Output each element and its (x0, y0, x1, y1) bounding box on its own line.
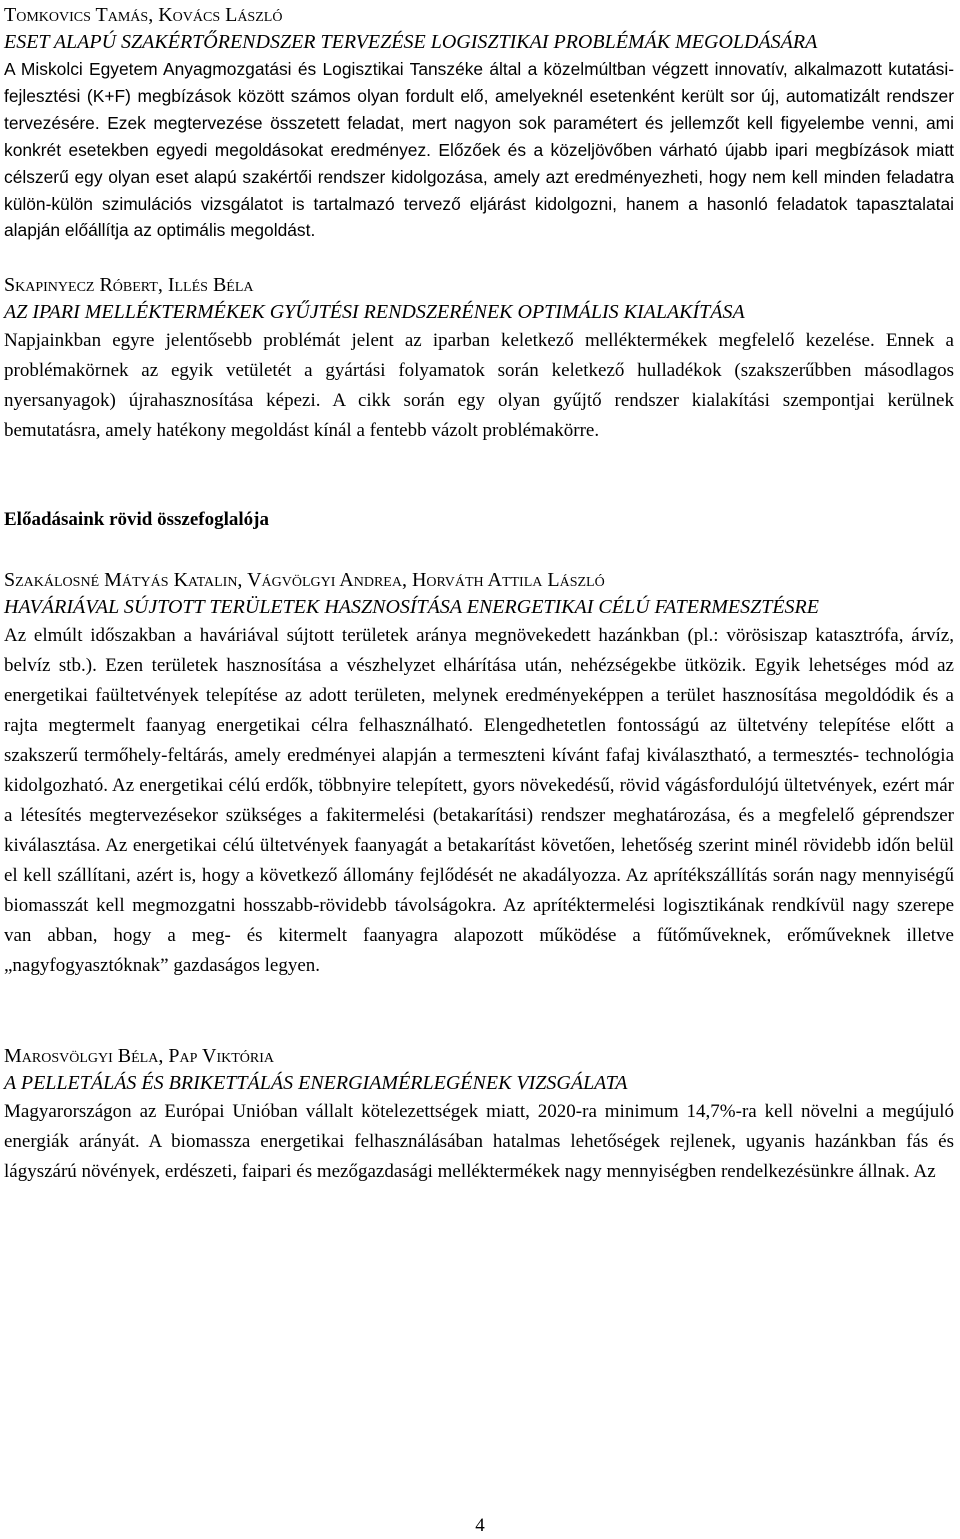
section-heading: Előadásaink rövid összefoglalója (4, 509, 269, 531)
abstract-authors: Tomkovics Tamás, Kovács László (4, 4, 283, 26)
abstract-section-skapinyecz (4, 270, 954, 446)
abstract-title: AZ IPARI MELLÉKTERMÉKEK GYŰJTÉSI RENDSZERÉNEK OPTIMÁLIS KIALAKÍTÁSA (4, 301, 745, 324)
abstract-section-szakalosne (4, 565, 954, 981)
abstract-title: ESET ALAPÚ SZAKÉRTŐRENDSZER TERVEZÉSE LOGISZTIKAI PROBLÉMÁK MEGOLDÁSÁRA (4, 31, 818, 53)
abstract-section-marosvolgyi (4, 1041, 954, 1187)
abstract-authors: Szakálosné Mátyás Katalin, Vágvölgyi Andrea, Horváth Attila László (4, 569, 605, 592)
abstract-authors: Marosvölgyi Béla, Pap Viktória (4, 1045, 274, 1068)
abstract-body: Magyarországon az Európai Unióban vállalt kötelezettségek miatt, 2020-ra minimum 14,7%-ra kell növelni a megújuló energiák arányát. A biomassza energetikai felhasználásában hatalmas lehetőségek rejlenek, ugyanis hazánkban fás és lágyszárú növények, erdészeti, faipari és mezőgazdasági melléktermékek nagy mennyiségben rendelkezésünkre állnak. Az (4, 1101, 954, 1183)
abstract-title: A PELLETÁLÁS ÉS BRIKETTÁLÁS ENERGIAMÉRLEGÉNEK VIZSGÁLATA (4, 1072, 628, 1095)
abstract-authors: Skapinyecz Róbert, Illés Béla (4, 274, 254, 297)
abstract-body: Az elmúlt időszakban a haváriával sújtott területek aránya megnövekedett hazánkban (pl.: vörösiszap katasztrófa, árvíz, belvíz stb.). Ezen területek hasznosítása a vészhelyzet elhárítása után, nehézségekbe ütközik. Egyik lehetséges mód az energetikai faültetvények telepítése az adott területen, melynek eredményeképpen a terület hasznosítása megoldódik és a rajta megtermelt faanyag energetikai célra felhasználható. Elengedhetetlen fontosságú az ültetvény telepítése előtt a szakszerű termőhely-feltárás, amely eredményei alapján a termeszteni kívánt fafaj kiválasztható, a termesztés- technológia kidolgozható. Az energetikai célú erdők, többnyire telepített, gyors növekedésű, rövid vágásfordulójú ültetvények, ezért már a létesítés megtervezésekor szükséges a fakitermelési (betakarítási) rendszer meghatározása, és a megfelelő géprendszer kiválasztása. Az energetikai célú ültetvények faanyagát a betakarítást követően, lehetőség szerint minél rövidebb időn belül el kell szállítani, azért is, hogy a következő állomány fejlődését ne akadályozza. Az aprítékszállítás során nagy mennyiségű biomasszát kell megmozgatni hosszabb-rövidebb távolságokra. Az aprítéktermelési logisztikának rendkívül nagy szerepe van abban, hogy a meg- és kitermelt faanyagra alapozott működése a fűtőműveknek, erőműveknek illetve „nagyfogyasztóknak” gazdaságos legyen. (4, 625, 954, 977)
abstract-body: Napjainkban egyre jelentősebb problémát jelent az iparban keletkező melléktermékek megfelelő kezelése. Ennek a problémakörnek az egyik vetületét a gyártási folyamatok során keletkező hulladékok (szakszerűbben másodlagos nyersanyagok) újrahasznosítása képezi. A cikk során egy olyan gyűjtő rendszer kialakítási szempontjai kerülnek bemutatásra, amely hatékony megoldást kínál a fentebb vázolt problémakörre. (4, 330, 954, 442)
page-number: 4 (475, 1515, 485, 1536)
abstract-section-tomkovics (4, 0, 954, 244)
document-page (4, 0, 954, 1187)
abstract-title: HAVÁRIÁVAL SÚJTOTT TERÜLETEK HASZNOSÍTÁSA ENERGETIKAI CÉLÚ FATERMESZTÉSRE (4, 596, 819, 619)
abstract-body: A Miskolci Egyetem Anyagmozgatási és Logisztikai Tanszéke által a közelmúltban végzett innovatív, alkalmazott kutatási-fejlesztési (K+F) megbízások között számos olyan fordult elő, amelyeknél esetenként került sor új, automatizált rendszer tervezésére. Ezek megtervezése összetett feladat, mert nagyon sok paramétert és jellemzőt kell figyelembe venni, ami konkrét esetekben egyedi megoldásokat eredményez. Előzőek és a közeljövőben várható újabb ipari megbízások miatt célszerű egy olyan eset alapú szakértői rendszer kidolgozása, amely azt eredményezheti, hogy nem kell minden feladatra külön-külön szimulációs vizsgálatot is tartalmazó tervező eljárást kidolgozni, hanem a hasonló feladatok tapasztalatai alapján előállítja az optimális megoldást. (4, 59, 954, 241)
